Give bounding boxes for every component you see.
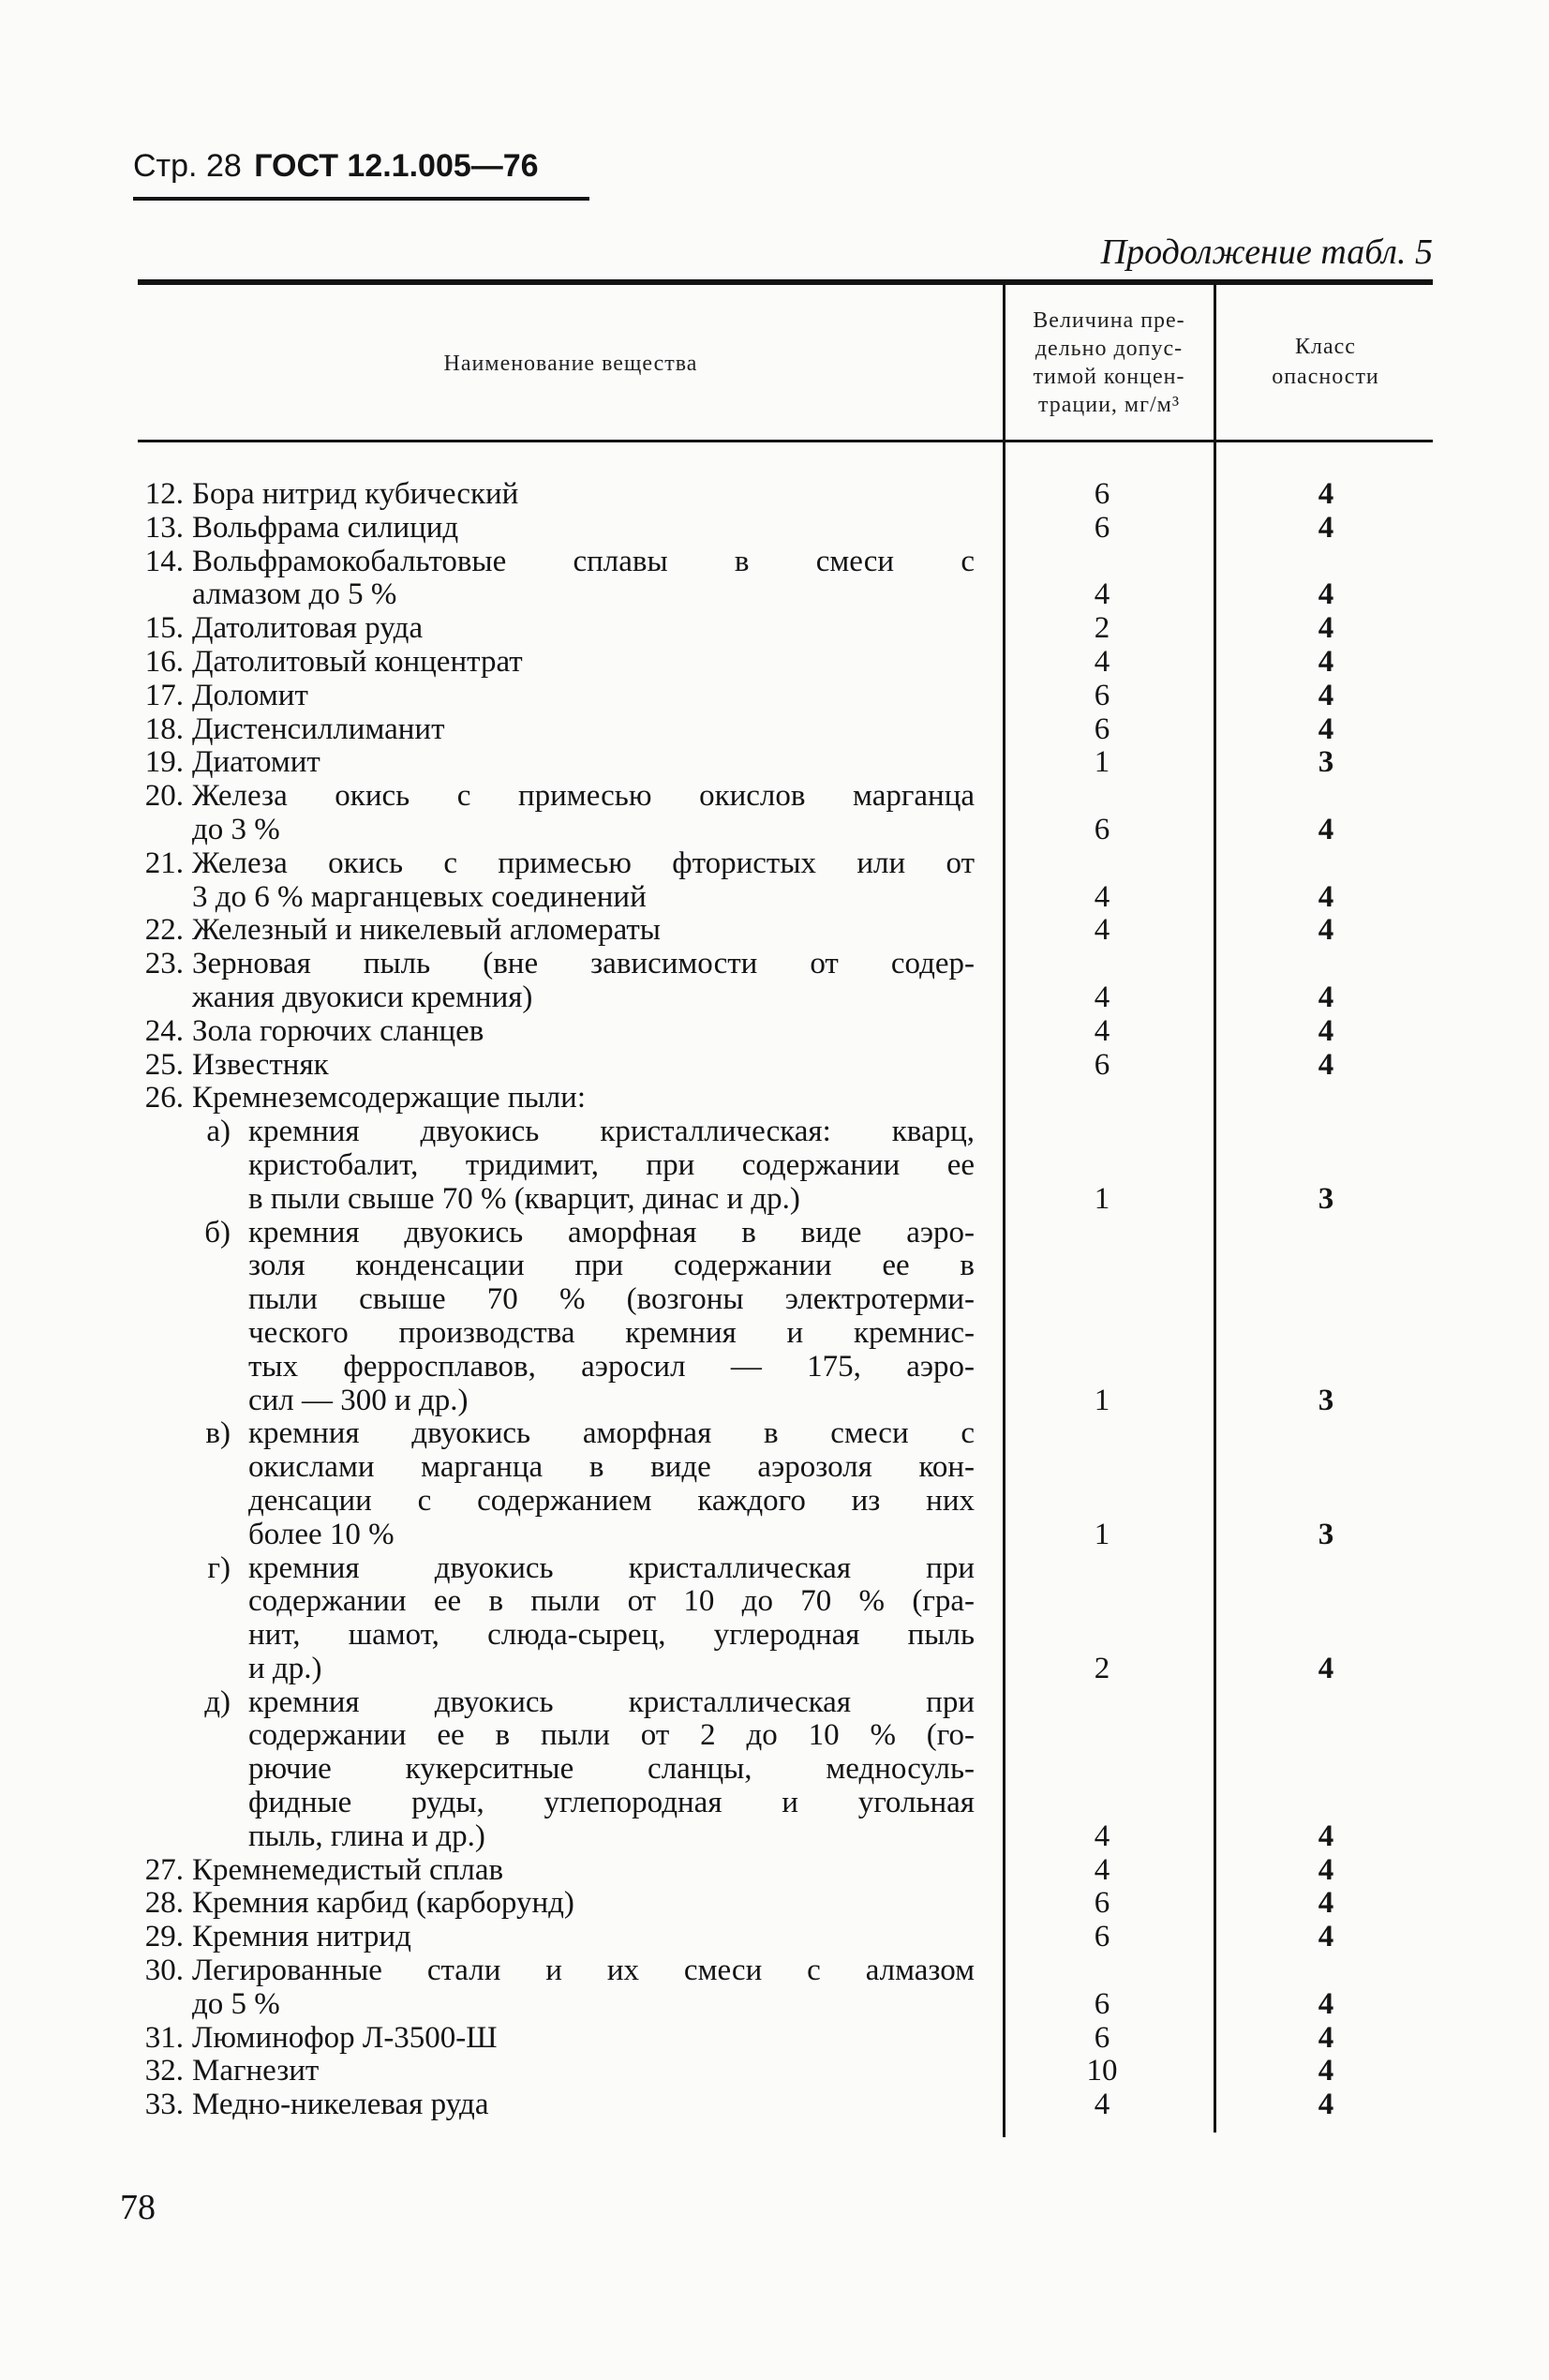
row-number: 27. <box>144 1852 184 1887</box>
hazard-class-value: 4 <box>1318 1920 1334 1954</box>
table-row <box>0 847 1549 915</box>
table-row <box>0 1854 1549 1888</box>
table-row <box>0 546 1549 613</box>
hazard-class-value: 4 <box>1318 1651 1334 1685</box>
substance-name-line: 3 до 6 % марганцевых соединений <box>192 879 647 914</box>
substance-name-line: сил — 300 и др.) <box>248 1383 469 1417</box>
row-number: 12. <box>144 477 184 511</box>
substance-name-line: золя конденсации при содержании ее в <box>248 1249 975 1283</box>
hazard-class-value: 4 <box>1318 980 1334 1014</box>
row-number: 14. <box>144 544 184 578</box>
hazard-class-value: 4 <box>1318 577 1334 612</box>
substance-name-line: Зола горючих сланцев <box>192 1013 484 1048</box>
mpc-value: 4 <box>1094 980 1110 1014</box>
substance-name-line: Легированные стали и их смеси с алмазом <box>192 1953 975 1988</box>
hazard-class-value: 4 <box>1318 2088 1334 2122</box>
table-row <box>0 478 1549 512</box>
row-number: 29. <box>144 1920 184 1954</box>
mpc-value: 4 <box>1094 913 1110 948</box>
substance-name-line: кристобалит, тридимит, при содержании ее <box>248 1147 975 1182</box>
table-body <box>0 478 1549 2122</box>
row-number: 20. <box>144 779 184 814</box>
substance-name-line: рючие кукерситные сланцы, медносуль- <box>248 1752 975 1787</box>
mpc-value: 6 <box>1094 1047 1110 1082</box>
substance-name-line: кремния двуокись аморфная в смеси с <box>248 1416 975 1451</box>
hazard-class-value: 3 <box>1318 745 1334 780</box>
row-number: 32. <box>144 2054 184 2088</box>
substance-name-line: ческого производства кремния и кремнис- <box>248 1315 975 1350</box>
mpc-value: 6 <box>1094 2020 1110 2055</box>
substance-name-line: Железный и никелевый агломераты <box>192 913 661 948</box>
mpc-value: 4 <box>1094 1013 1110 1048</box>
row-number: 24. <box>144 1013 184 1048</box>
row-number: 16. <box>144 644 184 679</box>
sub-item-letter: а) <box>206 1115 231 1149</box>
table-row <box>0 948 1549 1015</box>
substance-name-line: кремния двуокись кристаллическая при <box>248 1684 975 1719</box>
substance-name-line: Медно-никелевая руда <box>192 2088 489 2122</box>
substance-name-line: Бора нитрид кубический <box>192 477 519 511</box>
substance-name-line: Вольфрамокобальтовые сплавы в смеси с <box>192 544 975 578</box>
substance-name-line: содержании ее в пыли от 2 до 10 % (го- <box>248 1718 975 1753</box>
substance-name-line: кремния двуокись кристаллическая при <box>248 1550 975 1585</box>
sub-item-letter: д) <box>204 1684 231 1719</box>
mpc-value: 4 <box>1094 577 1110 612</box>
substance-name-line: более 10 % <box>248 1517 395 1551</box>
substance-name-line: Люминофор Л-3500-Ш <box>192 2020 498 2055</box>
row-number: 30. <box>144 1953 184 1988</box>
hazard-class-value: 4 <box>1318 1986 1334 2021</box>
row-number: 23. <box>144 947 184 981</box>
mpc-value: 1 <box>1094 1181 1110 1216</box>
table-row <box>0 512 1549 546</box>
hazard-class-value: 3 <box>1318 1181 1334 1216</box>
column-header-value: Величина пре- дельно допус- тимой концен- трации, мг/м³ <box>1033 308 1185 417</box>
mpc-value: 1 <box>1094 1383 1110 1417</box>
hazard-class-value: 4 <box>1318 678 1334 712</box>
substance-name-line: до 3 % <box>192 812 280 846</box>
hazard-class-value: 4 <box>1318 1819 1334 1853</box>
mpc-value: 4 <box>1094 2088 1110 2122</box>
table-row <box>0 1954 1549 2022</box>
mpc-value: 2 <box>1094 1651 1110 1685</box>
page-ref: 28 <box>205 148 242 184</box>
mpc-value: 4 <box>1094 1819 1110 1853</box>
page-header <box>133 147 539 185</box>
page-number: 78 <box>120 2188 156 2227</box>
hazard-class-value: 4 <box>1318 812 1334 846</box>
table-row <box>0 1417 1549 1551</box>
substance-name-line: Диатомит <box>192 745 320 780</box>
substance-name-line: Железа окись с примесью фтористых или от <box>192 846 975 880</box>
mpc-value: 1 <box>1094 1517 1110 1551</box>
mpc-value: 6 <box>1094 1920 1110 1954</box>
table-row <box>0 746 1549 780</box>
table-row <box>0 713 1549 747</box>
table-row <box>0 1217 1549 1418</box>
row-number: 13. <box>144 510 184 545</box>
table-row <box>0 1887 1549 1921</box>
mpc-value: 6 <box>1094 477 1110 511</box>
substance-name-line: Зерновая пыль (вне зависимости от содер- <box>192 947 975 981</box>
substance-name-line: Датолитовая руда <box>192 611 424 646</box>
row-number: 15. <box>144 611 184 646</box>
row-number: 28. <box>144 1886 184 1921</box>
column-header-name: Наименование вещества <box>443 352 698 376</box>
row-number: 26. <box>144 1081 184 1115</box>
mpc-value: 10 <box>1086 2054 1118 2088</box>
table-row <box>0 2022 1549 2056</box>
substance-name-line: кремния двуокись аморфная в виде аэро- <box>248 1215 975 1250</box>
table-row <box>0 1082 1549 1115</box>
table-row <box>0 1049 1549 1083</box>
hazard-class-value: 4 <box>1318 477 1334 511</box>
row-number: 19. <box>144 745 184 780</box>
substance-name-line: Известняк <box>192 1047 329 1082</box>
mpc-value: 6 <box>1094 711 1110 746</box>
substance-name-line: до 5 % <box>192 1986 280 2021</box>
hazard-class-value: 3 <box>1318 1383 1334 1417</box>
row-number: 33. <box>144 2088 184 2122</box>
substance-name-line: Доломит <box>192 678 308 712</box>
table-row <box>0 2055 1549 2088</box>
mpc-value: 1 <box>1094 745 1110 780</box>
table-row <box>0 1686 1549 1854</box>
table-header-rule <box>138 440 1433 442</box>
table-row <box>0 646 1549 680</box>
column-header-hazard-class: Класс опасности <box>1272 335 1379 389</box>
substance-name-line: нит, шамот, слюда-сырец, углеродная пыль <box>248 1618 975 1653</box>
substance-name-line: жания двуокиси кремния) <box>192 980 533 1014</box>
substance-name-line: Кремнеземсодержащие пыли: <box>192 1081 586 1115</box>
substance-name-line: содержании ее в пыли от 10 до 70 % (гра- <box>248 1584 975 1619</box>
row-number: 18. <box>144 711 184 746</box>
mpc-value: 6 <box>1094 1886 1110 1921</box>
hazard-class-value: 4 <box>1318 510 1334 545</box>
substance-name-line: Кремния нитрид <box>192 1920 411 1954</box>
row-number: 17. <box>144 678 184 712</box>
hazard-class-value: 4 <box>1318 2054 1334 2088</box>
table-row <box>0 612 1549 646</box>
substance-name-line: Кремнемедистый сплав <box>192 1852 504 1887</box>
table-row <box>0 1115 1549 1216</box>
table-row <box>0 1552 1549 1686</box>
hazard-class-value: 4 <box>1318 1852 1334 1887</box>
standard-code: ГОСТ 12.1.005—76 <box>254 148 539 184</box>
substance-name-line: фидные руды, углепородная и угольная <box>248 1786 975 1820</box>
substance-name-line: денсации с содержанием каждого из них <box>248 1483 975 1518</box>
hazard-class-value: 4 <box>1318 1013 1334 1048</box>
header-underline <box>133 197 589 201</box>
substance-name-line: тых ферросплавов, аэросил — 175, аэро- <box>248 1349 975 1384</box>
substance-name-line: и др.) <box>248 1651 322 1685</box>
mpc-value: 6 <box>1094 510 1110 545</box>
hazard-class-value: 4 <box>1318 2020 1334 2055</box>
table-top-rule <box>138 279 1433 285</box>
substance-name-line: пыли свыше 70 % (возгоны электротерми- <box>248 1282 975 1317</box>
table-row <box>0 914 1549 948</box>
hazard-class-value: 4 <box>1318 644 1334 679</box>
mpc-value: 6 <box>1094 1986 1110 2021</box>
page-label: Стр. <box>133 148 198 184</box>
hazard-class-value: 4 <box>1318 913 1334 948</box>
mpc-value: 4 <box>1094 879 1110 914</box>
hazard-class-value: 3 <box>1318 1517 1334 1551</box>
mpc-value: 2 <box>1094 611 1110 646</box>
hazard-class-value: 4 <box>1318 1047 1334 1082</box>
mpc-value: 4 <box>1094 1852 1110 1887</box>
row-number: 21. <box>144 846 184 880</box>
substance-name-line: Кремния карбид (карборунд) <box>192 1886 574 1921</box>
hazard-class-value: 4 <box>1318 1886 1334 1921</box>
substance-name-line: пыль, глина и др.) <box>248 1819 485 1853</box>
table-row <box>0 2088 1549 2122</box>
hazard-class-value: 4 <box>1318 879 1334 914</box>
mpc-value: 6 <box>1094 678 1110 712</box>
substance-name-line: Датолитовый концентрат <box>192 644 523 679</box>
substance-name-line: Железа окись с примесью окислов марганца <box>192 779 975 814</box>
table-row <box>0 1921 1549 1954</box>
row-number: 31. <box>144 2020 184 2055</box>
substance-name-line: алмазом до 5 % <box>192 577 397 612</box>
row-number: 25. <box>144 1047 184 1082</box>
substance-name-line: Дистенсиллиманит <box>192 711 445 746</box>
substance-name-line: Вольфрама силицид <box>192 510 459 545</box>
sub-item-letter: в) <box>205 1416 231 1451</box>
table-row <box>0 680 1549 713</box>
substance-name-line: Магнезит <box>192 2054 320 2088</box>
table-row <box>0 1015 1549 1049</box>
sub-item-letter: г) <box>207 1550 231 1585</box>
row-number: 22. <box>144 913 184 948</box>
table-row <box>0 780 1549 847</box>
hazard-class-value: 4 <box>1318 711 1334 746</box>
substance-name-line: кремния двуокись кристаллическая: кварц, <box>248 1115 975 1149</box>
table-continuation-label: Продолжение табл. 5 <box>1100 232 1433 272</box>
hazard-class-value: 4 <box>1318 611 1334 646</box>
substance-name-line: в пыли свыше 70 % (кварцит, динас и др.) <box>248 1181 800 1216</box>
mpc-value: 4 <box>1094 644 1110 679</box>
sub-item-letter: б) <box>204 1215 231 1250</box>
substance-name-line: окислами марганца в виде аэрозоля кон- <box>248 1450 975 1485</box>
mpc-value: 6 <box>1094 812 1110 846</box>
